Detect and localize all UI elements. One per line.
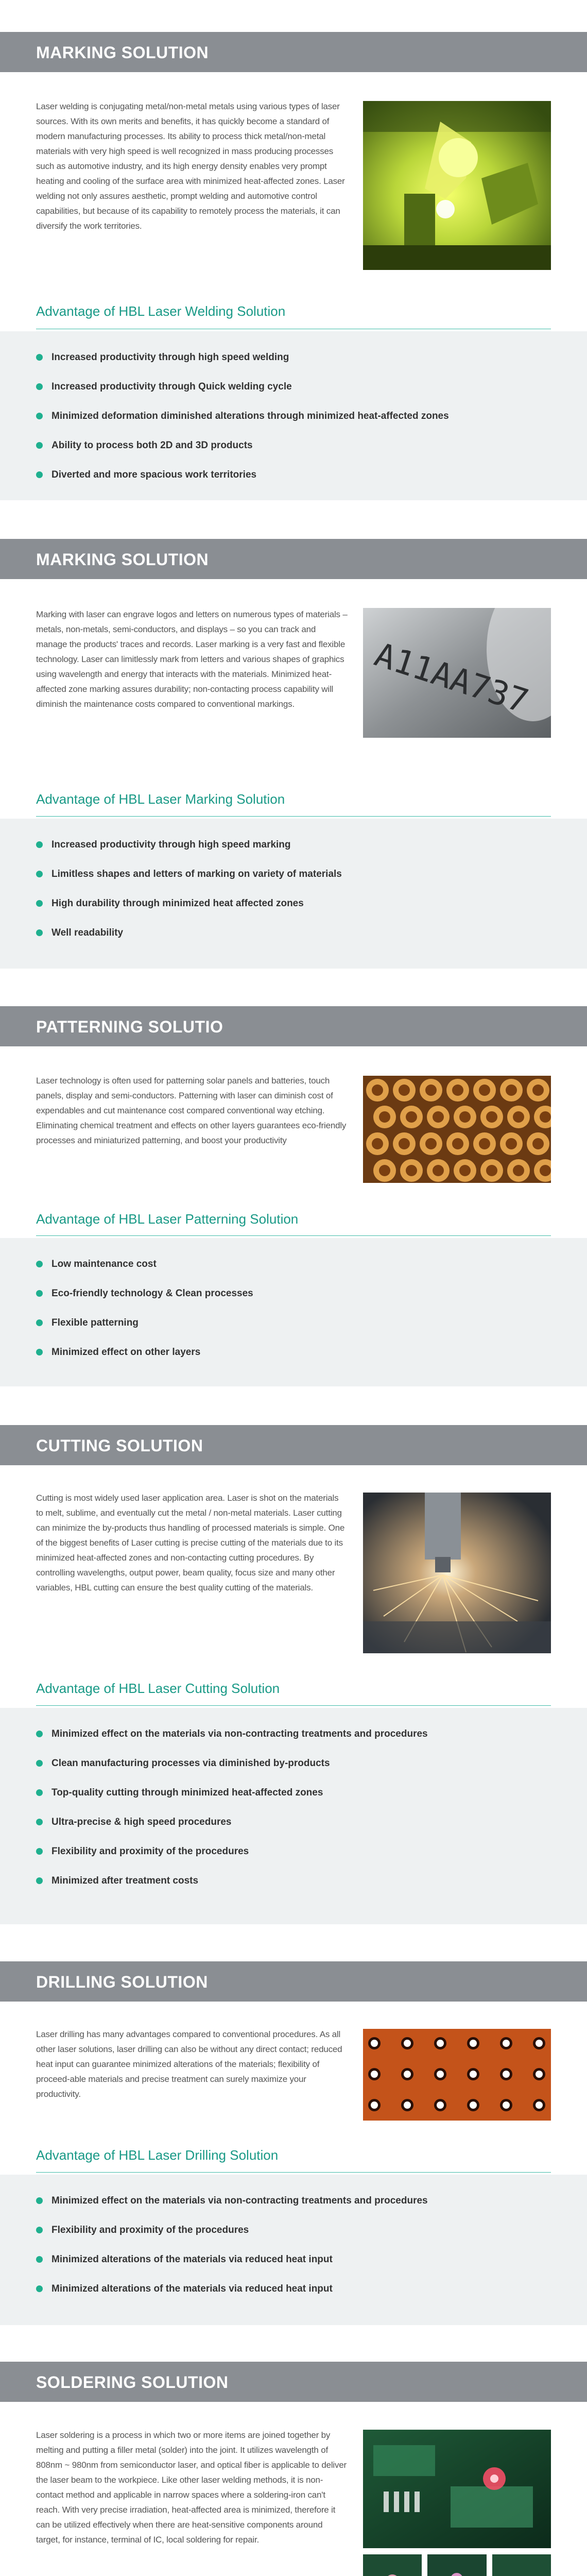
list-item: Minimized after treatment costs	[36, 1866, 428, 1895]
bullet-icon	[36, 354, 43, 361]
advantage-title: Advantage of HBL Laser Patterning Solution	[36, 1211, 299, 1227]
section-description: Laser soldering is a process in which two or more items are joined together by melting and putting a filler metal (solder) into the joint. It utilizes wavelength of 808nm ~ 980nm from semiconductor laser, and optical fiber is applicable to deliver the laser beam to the workpiece. Like other laser welding methods, it is non-contact method and applicable in narrow spaces where a soldering-iron can't reach. With very precise irradiation, heat-affected area is minimized, therefore it can be utilized effectively when there are heat-sensitive components around target, for instance, terminal of IC, local soldering for repair.	[36, 2430, 347, 2545]
advantage-box	[0, 1708, 587, 1924]
section-title: PATTERNING SOLUTIO	[36, 1018, 223, 1036]
list-item: Increased productivity through Quick welding cycle	[36, 372, 449, 401]
drilled-holes-photo	[363, 2029, 551, 2121]
bullet-icon	[36, 1319, 43, 1326]
list-item: Eco-friendly technology & Clean processes	[36, 1279, 253, 1308]
marked-code-text: A11AA737	[370, 635, 533, 721]
section-header-drilling	[0, 1961, 587, 2002]
advantage-title: Advantage of HBL Laser Cutting Solution	[36, 1681, 280, 1696]
section-description: Laser welding is conjugating metal/non-metal metals using various types of laser sources. With its own merits and benefits, it has quickly become a standard of modern manufacturing processes. Its ability to process thick metal/non-metal materials with very high speed is well recognized in mass producing processes such as automotive industry, and its high energy density enables very prompt heating and cooling of the surface area with minimized heat-affected zones. Laser welding not only assures aesthetic, prompt welding and automotive control capabilities, but because of its capability to remotely process the materials, it can diversify the work territories.	[36, 101, 345, 231]
divider	[36, 1705, 551, 1706]
laser-marked-metal-part-photo	[363, 608, 551, 738]
bullet-icon	[36, 413, 43, 419]
bullet-icon	[36, 442, 43, 449]
list-item: Flexible patterning	[36, 1308, 253, 1337]
bullet-icon	[36, 2285, 43, 2292]
divider	[36, 1235, 551, 1236]
bullet-icon	[36, 1760, 43, 1767]
list-item: Minimized effect on the materials via non-contracting treatments and procedures	[36, 1719, 428, 1749]
laser-soldering-pcb-photos	[363, 2430, 551, 2576]
advantage-box	[0, 819, 587, 969]
section-description: Laser drilling has many advantages compared to conventional procedures. As all other laser solutions, laser drilling can also be without any direct contact; reduced heat input can guarantee minimized alterations of the materials; flexibility of proceed-able materials and precise treatment can surely maximize your productivity.	[36, 2029, 342, 2099]
list-item: Minimized effect on the materials via non-contracting treatments and procedures	[36, 2186, 428, 2215]
list-item: Minimized alterations of the materials via reduced heat input	[36, 2245, 428, 2274]
advantage-list	[36, 1249, 253, 1367]
bullet-icon	[36, 1731, 43, 1737]
advantage-box	[0, 1238, 587, 1386]
bullet-icon	[36, 841, 43, 848]
advantage-title: Advantage of HBL Laser Drilling Solution	[36, 2147, 279, 2163]
patterned-cells-photo	[363, 1076, 551, 1183]
list-item: Minimized effect on other layers	[36, 1337, 253, 1367]
bullet-icon	[36, 2227, 43, 2233]
section-title: MARKING SOLUTION	[36, 43, 209, 62]
divider	[36, 2172, 551, 2173]
laser-cutting-sparks-photo	[363, 1493, 551, 1653]
advantage-box	[0, 331, 587, 500]
list-item: Low maintenance cost	[36, 1249, 253, 1279]
bullet-icon	[36, 383, 43, 390]
list-item: Top-quality cutting through minimized heat-affected zones	[36, 1778, 428, 1807]
list-item: Flexibility and proximity of the procedures	[36, 2215, 428, 2245]
section-description: Cutting is most widely used laser application area. Laser is shot on the materials to melt, sublime, and eventually cut the metal / non-metal materials. Laser cutting can minimize the by-products thus handling of processed materials is simple. One of the biggest benefits of Laser cutting is precise cutting of the materials due to its minimized heat-affected zones and non-contacting cutting procedures. By controlling wavelengths, output power, beam quality, focus size and many other variables, HBL cutting can ensure the best quality cutting of the materials.	[36, 1493, 345, 1592]
section-header-cutting	[0, 1425, 587, 1465]
section-title: DRILLING SOLUTION	[36, 1973, 208, 1991]
section-header-soldering	[0, 2362, 587, 2402]
bullet-icon	[36, 929, 43, 936]
list-item: Ultra-precise & high speed procedures	[36, 1807, 428, 1837]
list-item: Well readability	[36, 918, 342, 947]
bullet-icon	[36, 1848, 43, 1855]
list-item: Minimized alterations of the materials via reduced heat input	[36, 2274, 428, 2303]
bullet-icon	[36, 1789, 43, 1796]
list-item: Limitless shapes and letters of marking on variety of materials	[36, 859, 342, 889]
bullet-icon	[36, 2197, 43, 2204]
list-item: Minimized deformation diminished alterations through minimized heat-affected zones	[36, 401, 449, 431]
advantage-list	[36, 830, 342, 947]
section-description: Marking with laser can engrave logos and letters on numerous types of materials – metals, non-metals, semi-conductors, and displays – so you can track and manage the products' traces and records. Laser marking is a very fast and flexible technology. Laser can limitlessly mark from letters and various shapes of graphics using wavelength and energy that interacts with the materials. Minimized heat-affected zone marking assures durability; non-contacting process capability will diminish the maintenance costs compared to conventional markings.	[36, 609, 348, 709]
advantage-box	[0, 2175, 587, 2325]
advantage-list	[36, 343, 449, 489]
advantage-title: Advantage of HBL Laser Welding Solution	[36, 303, 286, 319]
list-item: Flexibility and proximity of the procedures	[36, 1837, 428, 1866]
bullet-icon	[36, 471, 43, 478]
list-item: Ability to process both 2D and 3D products	[36, 431, 449, 460]
section-header-patterning	[0, 1006, 587, 1046]
bullet-icon	[36, 2256, 43, 2263]
section-description: Laser technology is often used for patterning solar panels and batteries, touch panels, display and semi-conductors. Patterning with laser can diminish cost of expendables and cut maintenance cost compared conventional way etching. Eliminating chemical treatment and effects on other layers guarantees eco-friendly processes and miniaturized patterning, and boost your productivity	[36, 1076, 347, 1145]
advantage-list	[36, 1719, 428, 1895]
bullet-icon	[36, 1819, 43, 1825]
list-item: Increased productivity through high speed welding	[36, 343, 449, 372]
section-header-marking	[0, 539, 587, 579]
bullet-icon	[36, 871, 43, 877]
section-header-welding	[0, 32, 587, 72]
list-item: High durability through minimized heat affected zones	[36, 889, 342, 918]
section-title: SOLDERING SOLUTION	[36, 2373, 229, 2392]
bullet-icon	[36, 1877, 43, 1884]
advantage-title: Advantage of HBL Laser Marking Solution	[36, 791, 285, 807]
list-item: Increased productivity through high speed marking	[36, 830, 342, 859]
advantage-list	[36, 2186, 428, 2303]
list-item: Clean manufacturing processes via diminished by-products	[36, 1749, 428, 1778]
bullet-icon	[36, 1290, 43, 1297]
bullet-icon	[36, 900, 43, 907]
laser-welding-robot-photo	[363, 101, 551, 270]
bullet-icon	[36, 1349, 43, 1355]
section-title: CUTTING SOLUTION	[36, 1436, 203, 1455]
section-title: MARKING SOLUTION	[36, 550, 209, 569]
divider	[36, 816, 551, 817]
list-item: Diverted and more spacious work territories	[36, 460, 449, 489]
bullet-icon	[36, 1261, 43, 1267]
